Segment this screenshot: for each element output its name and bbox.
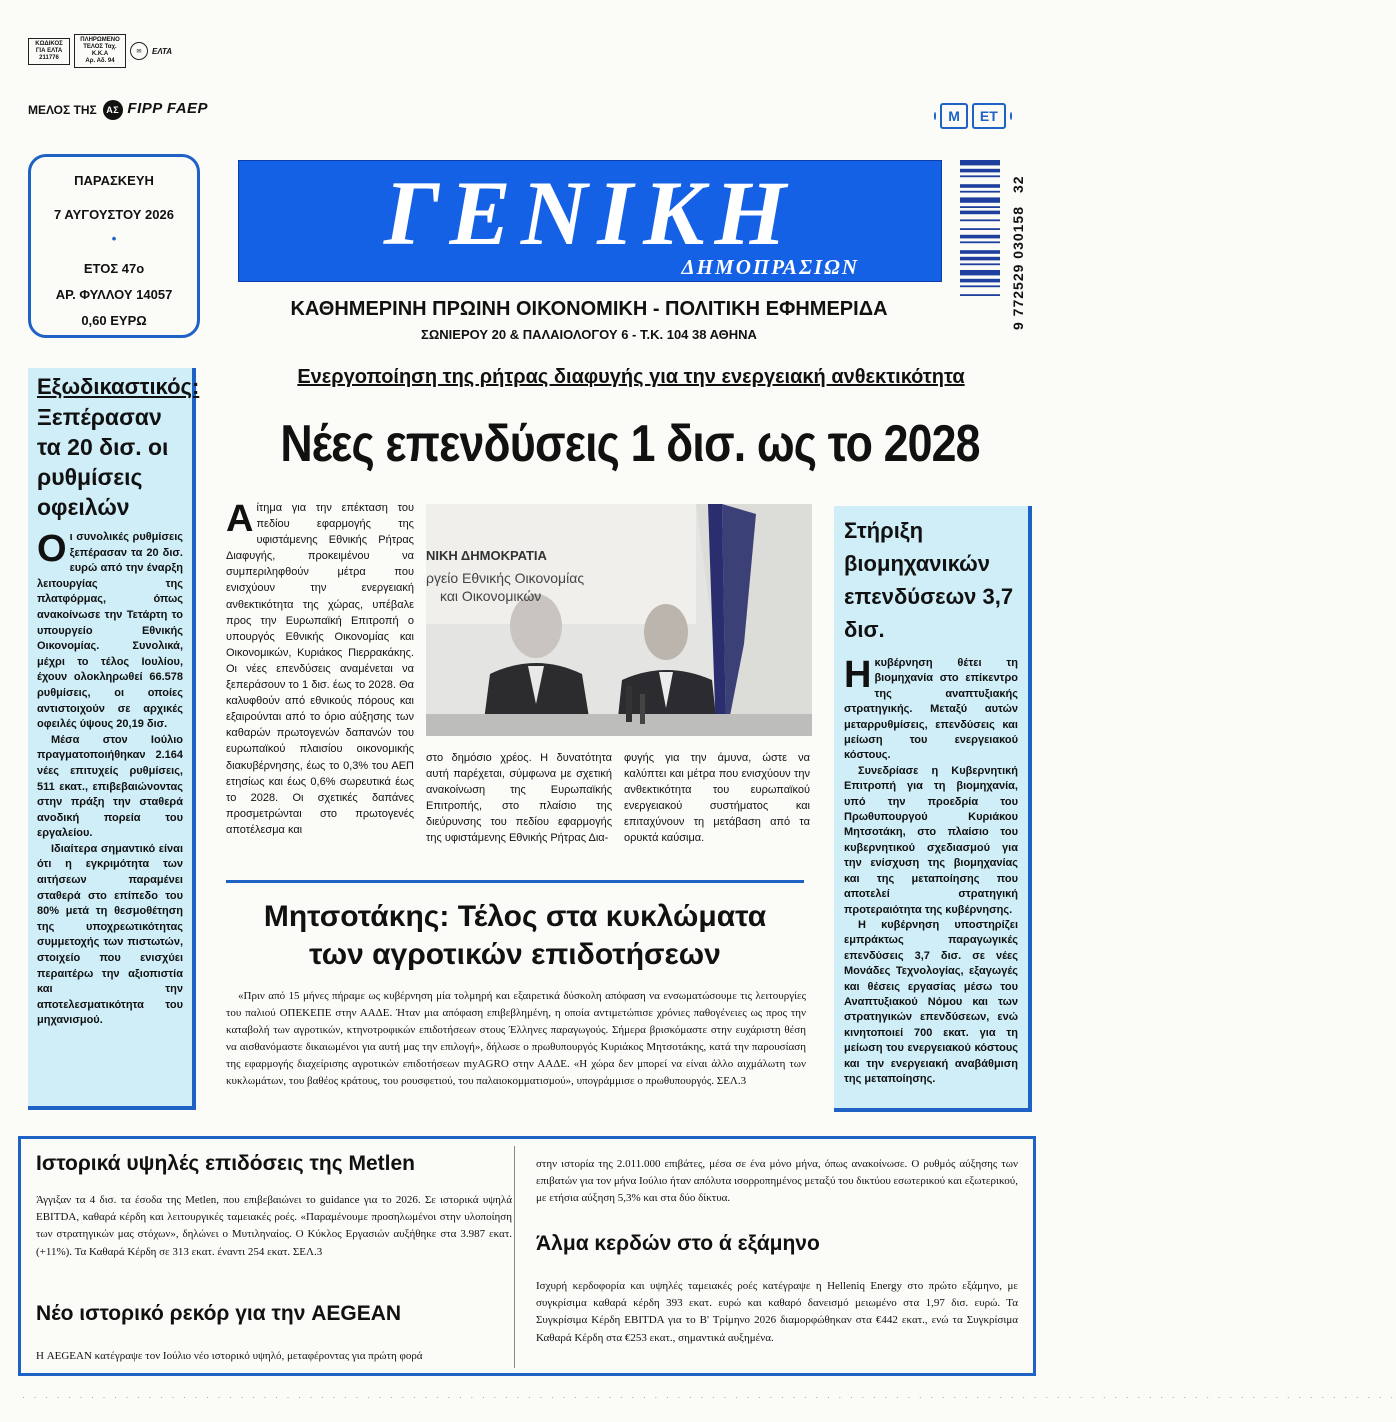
met-dot-icon [934,112,936,120]
right-sidebar-paragraph [844,656,1018,764]
postal-seal-icon: ✉ [130,42,148,60]
metlen-text: Άγγιξαν τα 4 δισ. τα έσοδα της Metlen, που επιβεβαιώνει το guidance για το 2026. Σε ιστορικά υψηλά EBITDA, καθαρά κέρδη και λειτουργικές ταμειακές ροές. «Παραμένουμε προσηλωμένοι στην υλοποίηση των στρατηγικών μας στόχων», δηλώνει ο Μυτιληναίος. Ο Κύκλος Εργασιών αυξήθηκε στα 3.987 εκατ. (+11%). Τα Καθαρά Κέρδη σε 313 εκατ. έναντι 254 εκατ. ΣΕΛ.3 [36,1194,512,1258]
metlen-headline: Ιστορικά υψηλές επιδόσεις της Metlen [36,1152,416,1175]
page-edge-dots: · · · · · · · · · · · · · · · · · · · · · · · · · · · · · · · · · · · · · · · · · · · · · · · · · · · · · · · · · · · · · · · · · · · · · · · · · · · · · · · · · · · · · · · · · · · · · · · · · · · · · · · · · · · · · · · · · · · · · · · · [22,1392,1396,1402]
photo-banner-text-3: και Οικονομικών [440,588,542,604]
left-sidebar-p2: Μέσα στον Ιούλιο πραγματοποιήθηκαν 2.164 νέες επιτυχείς ρυθμίσεις, 511 εκατ., επιβεβαιώνοντας στην πράξη την σταθερά ανοδική πορεία του εργαλείου. [37,733,183,840]
lead-headline: Νέες επενδύσεις 1 δισ. ως το 2028 [280,415,980,473]
lead-photo [426,504,812,736]
barcode-issue-code: 32 [1010,175,1026,194]
issue-price: 0,60 ΕΥΡΩ [81,313,147,328]
story2-paragraph: «Πριν από 15 μήνες πήραμε ως κυβέρνηση μία τολμηρή και εξαιρετικά δύσκολη απόφαση να ενσωματώσουμε τις λειτουργίες του παλιού ΟΠΕΚΕΠΕ στην ΑΑΔΕ. Ήταν μια απόφαση επιβεβλημένη, η οποία αντιμετώπισε χρόνιες παθογένειες ως προς την καταβολή των αγροτικών, κτηνοτροφικών επιδοτήσεων στους Έλληνες παραγωγούς. Σήμερα βρισκόμαστε στην ευχάριστη θέση να αισθανόμαστε δικαιωμένοι για αυτή μας την επιλογή», δήλωσε ο πρωθυπουργός Κυριάκος Μητσοτάκης, κατά την παρουσίαση της εφαρμογής διαχείρισης αγροτικών επιδοτήσεων myAGRO στην ΑΑΔΕ. «Η χώρα δεν μπορεί να είναι άλλο αιχμάλωτη των κυκλωμάτων, του βαθέος κράτους, του ρουσφετιού, του παλαιοκομματισμού», υπογράμμισε ο πρωθυπουργός. ΣΕΛ.3 [226,990,806,1087]
postage-permit: Αρ. Αδ. 94 [85,58,115,64]
right-sidebar-p2: Συνεδρίασε η Κυβερνητική Επιτροπή για τη βιομηχανία, υπό την προεδρία του Πρωθυπουργού Κυριάκου Μητσοτάκη, στο πλαίσιο του κυβερνητικού σχεδιασμού για την ενίσχυση της βιομηχανίας και της μεταποίησης που αποτελεί στρατηγική προτεραιότητα της κυβέρνησης. [844,764,1018,916]
left-sidebar-p3: Ιδιαίτερα σημαντικό είναι ότι η εγκριμότητα των αιτήσεων παραμένει σταθερά στο επίπεδο του 80% μετά τη θεσμοθέτηση της υποχρεωτικότητας συμμετοχής των πιστωτών, στοιχείο που ενισχύει περαιτέρω την αξιοπιστία και την αποτελεσματικότητα του μηχανισμού. [37,842,183,1027]
barcode-icon [958,158,1014,348]
masthead-address: ΣΩΝΙΕΡΟΥ 20 & ΠΑΛΑΙΟΛΟΓΟΥ 6 - Τ.Κ. 104 38 ΑΘΗΝΑ [421,327,757,342]
met-logo [934,98,1012,134]
story2-body [226,988,806,1090]
membership-line [28,100,208,120]
right-sidebar-p3: Η κυβέρνηση υποστηρίζει εμπράκτως παραγωγικές επενδύσεις 3,7 δισ. σε νέες Μονάδες Τεχνολογίας, εξαγωγές και θέσεις εργασίας μέσω του Αναπτυξιακού Νόμου και των στρατηγικών επενδύσεων, ενώ κινητοποιεί 700 εκατ. για τη μείωση του ενεργειακού κόστους και την ενεργειακή αναβάθμιση της μεταποίησης. [844,918,1018,1085]
member-logo [103,100,208,120]
member-logo-text: FIPP FAEP [127,100,209,117]
aegean-text-continued: στην ιστορία της 2.011.000 επιβάτες, μέσα σε ένα μόνο μήνα, όπως ανακοίνωσε. Ο ρυθμός αύξησης των επιβατών για τον μήνα Ιούλιο ήταν απόλυτα ισορροπημένος μεταξύ του δικτύου εσωτερικού και εξωτερικού, με ετήσια αύξηση 5,3% και στα δύο δίκτυα. [536,1158,1018,1205]
dropcap: Α [226,498,254,540]
lead-column-3: φυγής για την άμυνα, ώστε να καλύπτει και μέτρα που ενισχύουν την ανθεκτικότητα του ευρωπαϊκού ενεργειακού συστήματος και επιταχύνουν τη μετάβαση από τα ορυκτά καύσιμα. [624,752,810,845]
issue-day: ΠΑΡΑΣΚΕΥΗ [74,173,154,188]
masthead-subtitle: ΔΗΜΟΠΡΑΣΙΩΝ [681,255,859,279]
dropcap: Ο [37,528,67,570]
issue-bullet: • [111,231,117,246]
left-sidebar-story [28,368,200,1110]
photo-banner-text-1: ΝΙΚΗ ΔΗΜΟΚΡΑΤΙΑ [426,548,547,563]
issue-number: ΑΡ. ΦΥΛΛΟΥ 14057 [55,287,173,302]
aegean-headline: Νέο ιστορικό ρεκόρ για την AEGEAN [36,1302,402,1325]
member-label: ΜΕΛΟΣ ΤΗΣ [28,103,97,117]
section-divider [226,880,804,883]
business-box-separator [514,1146,515,1368]
right-sidebar-story [834,506,1032,1112]
issue-info-box [28,154,200,338]
lead-column-1 [226,500,414,838]
story2-headline [226,898,804,974]
postage-paid-box [74,34,126,68]
right-sidebar-headline: Στήριξη βιομηχανικών επενδύσεων 3,7 δισ. [844,518,1014,642]
photo-banner-text-2: ργείο Εθνικής Οικονομίας [426,570,585,586]
right-sidebar-p1: κυβέρνηση θέτει τη βιομηχανία στο επίκεντρο της αναπτυξιακής στρατηγικής. Μεταξύ αυτών μεταρρυθμίσεις, επενδύσεις και μείωση του ενεργειακού κόστους. [844,657,1018,762]
press-conference-photo [426,504,812,736]
issue-date: 7 ΑΥΓΟΥΣΤΟΥ 2026 [54,207,174,222]
story2-headline-line1: Μητσοτάκης: Τέλος στα κυκλώματα [263,900,767,933]
story2-headline-line2: των αγροτικών επιδοτήσεων [309,938,721,971]
dropcap: Η [844,654,872,696]
aegean-text: Η AEGEAN κατέγραψε τον Ιούλιο νέο ιστορικό υψηλό, μεταφέροντας για πρώτη φορά [36,1350,423,1362]
met-dot-icon [1010,112,1012,120]
left-sidebar-paragraph [37,530,183,733]
postal-marks [28,34,172,68]
helleniq-headline: Άλμα κερδών στο ά εξάμηνο [536,1232,820,1255]
barcode-digits: 9 772529 030158 [1010,206,1026,331]
lead-col1-text: ίτημα για την επέκταση του πεδίου εφαρμογής της υφιστάμενης Εθνικής Ρήτρας Διαφυγής, προκειμένου να συμπεριληφθούν μέτρα που ενισχύουν την ενεργειακή ανθεκτικότητα της χώρας, υπέβαλε προς την Ευρωπαϊκή Επιτροπή ο υπουργός Εθνικής Οικονομίας και Οικονομικών, Κυριάκος Πιερρακάκης. Οι νέες επενδύσεις αναμένεται να ξεπεράσουν το 1 δισ. έως το 2028. Θα καλυφθούν από εθνικούς πόρους και εξαιρούνται από το όριο αύξησης των καθαρών πρωτογενών δαπανών του ευρωπαϊκού πλαισίου οικονομικής διακυβέρνησης, έως το 0,3% του ΑΕΠ ετησίως και έως 0,6% σωρευτικά έως το 2028. Οι σχετικές δαπάνες προσμετρώνται στο πρωτογενές αποτέλεσμα και [226,502,414,836]
helleniq-text: Ισχυρή κερδοφορία και υψηλές ταμειακές ροές κατέγραψε η Helleniq Energy στο πρώτο εξάμηνο, με συγκρίσιμα καθαρά κέρδη 393 εκατ. ευρώ και καθαρό δανεισμό μειωμένο στα 1,97 δισ. ευρώ. Τα Συγκρίσιμα Κέρδη EBITDA για το Β' Τρίμηνο 2026 διαμορφώθηκαν στα €442 εκατ., ενώ τα Συγκρίσιμα Καθαρά Κέρδη στα €253 εκατ., σημαντικά αυξημένα. [536,1280,1018,1344]
met-letters-et: ΕΤ [972,103,1006,129]
issue-year: ΕΤΟΣ 47ο [83,261,145,276]
masthead [238,160,942,282]
left-sidebar-kicker: Εξωδικαστικός: [37,374,200,399]
lead-kicker: Ενεργοποίηση της ρήτρας διαφυγής για την ενεργειακή ανθεκτικότητα [297,366,965,388]
member-logo-mark: ΑΣ [103,100,123,120]
lead-column-2: στο δημόσιο χρέος. Η δυνατότητα αυτή παρέχεται, σύμφωνα με σχετική ανακοίνωση της Ευρωπαϊκής Επιτροπής, στο πλαίσιο της διεύρυνσης του πεδίου εφαρμογής της υφιστάμενης Εθνικής Ρήτρας Δια- [426,752,612,845]
met-letter-m: Μ [940,103,968,129]
left-sidebar-headline: Ξεπέρασαν τα 20 δισ. οι ρυθμίσεις οφειλών [37,404,169,520]
barcode-number [1010,158,1026,348]
masthead-tagline: ΚΑΘΗΜΕΡΙΝΗ ΠΡΩΙΝΗ ΟΙΚΟΝΟΜΙΚΗ - ΠΟΛΙΤΙΚΗ ΕΦΗΜΕΡΙΔΑ [290,298,888,320]
left-sidebar-p1: ι συνολικές ρυθμίσεις ξεπέρασαν τα 20 δισ. ευρώ από την έναρξη λειτουργίας της πλατφόρμας, όπως ανακοίνωσε την Τετάρτη το υπουργείο Εθνικής Οικονομίας. Συνολικά, μέχρι το τέλος Ιουλίου, έχουν ολοκληρωθεί 66.578 ρυθμίσεις, οι οποίες αντιστοιχούν σε αρχικές οφειλές ύψους 20,19 δισ. [37,531,183,731]
elta-code-box: ΚΩΔΙΚΟΣ ΓΙΑ ΕΛΤΑ 211776 [28,38,70,65]
elta-logo: ΕΛΤΑ [152,46,173,56]
masthead-title: ΓΕΝΙΚΗ [383,162,797,264]
postage-paid-label: ΠΛΗΡΩΜΕΝΟ ΤΕΛΟΣ Ταχ. Κ.Κ.Α [80,37,120,57]
